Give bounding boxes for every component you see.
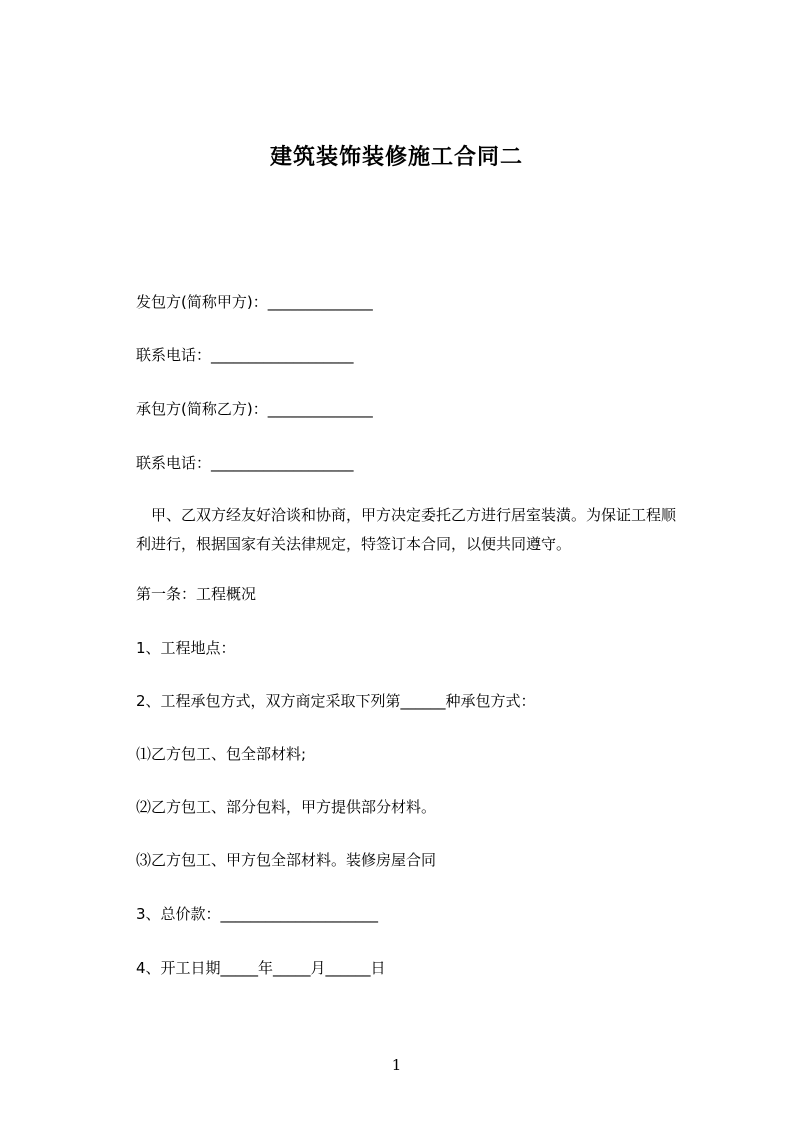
article-1-heading: 第一条：工程概况 [136, 585, 257, 603]
option-1: ⑴乙方包工、包全部材料; [136, 745, 307, 763]
page-number: 1 [391, 1056, 402, 1074]
item-1-location: 1、工程地点： [136, 639, 236, 657]
intro-paragraph-line-1: 甲、乙双方经友好洽谈和协商，甲方决定委托乙方进行居室装潢。为保证工程顺 [136, 506, 677, 524]
option-2: ⑵乙方包工、部分包料，甲方提供部分材料。 [136, 798, 437, 816]
party-b-line: 承包方(简称乙方)：______________ [136, 400, 373, 418]
intro-paragraph-line-2: 利进行，根据国家有关法律规定，特签订本合同，以便共同遵守。 [136, 535, 572, 553]
phone-a-line: 联系电话：___________________ [136, 346, 354, 364]
item-4-start-date: 4、开工日期_____年_____月______日 [136, 959, 386, 977]
party-a-line: 发包方(简称甲方)：______________ [136, 293, 373, 311]
item-3-total-price: 3、总价款：_____________________ [136, 905, 379, 923]
document-title: 建筑装饰装修施工合同二 [269, 145, 523, 170]
option-3: ⑶乙方包工、甲方包全部材料。装修房屋合同 [136, 851, 437, 869]
phone-b-line: 联系电话：___________________ [136, 454, 354, 472]
item-2-contract-method: 2、工程承包方式，双方商定采取下列第______种承包方式： [136, 692, 536, 710]
